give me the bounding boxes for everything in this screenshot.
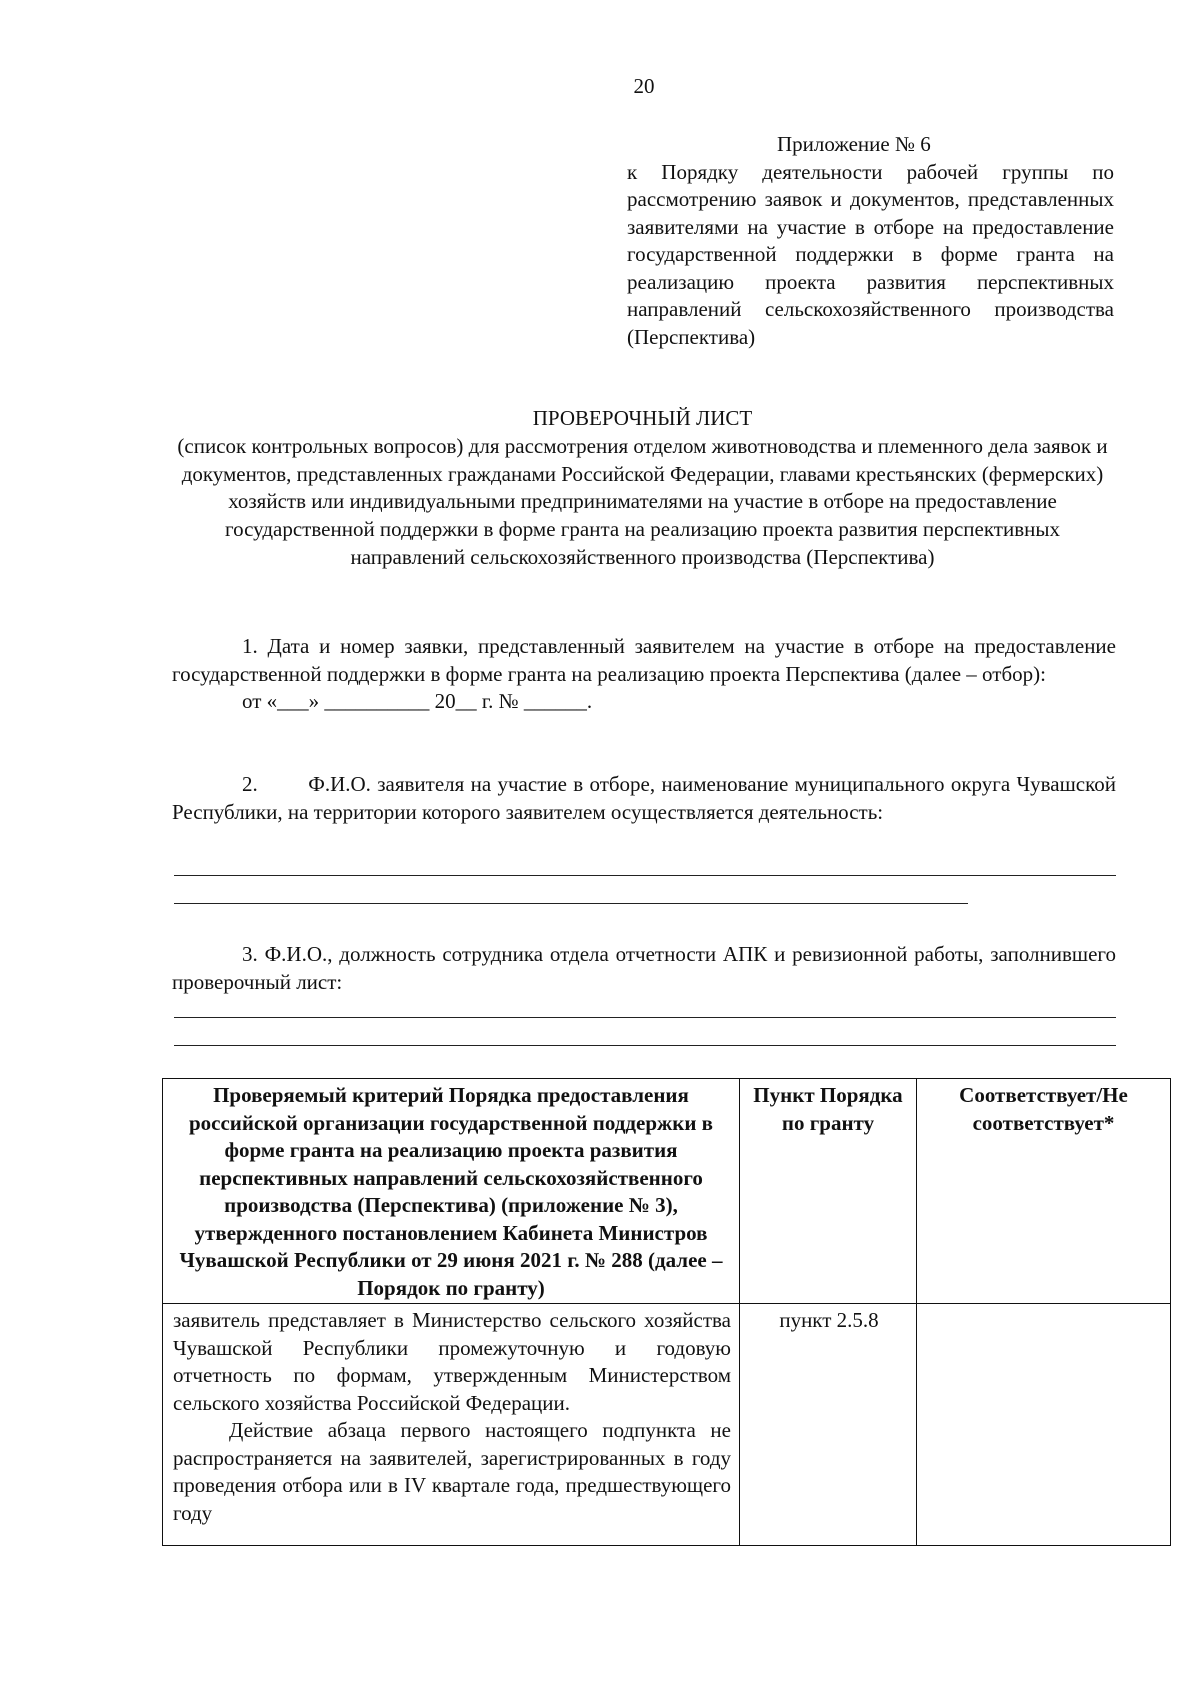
section-2-text: 2. Ф.И.О. заявителя на участие в отборе, наименование муниципального округа Чувашской Республики, на территории которого заявителем осуществляется деятельность: bbox=[172, 772, 1116, 824]
section-3-text: 3. Ф.И.О., должность сотрудника отдела отчетности АПК и ревизионной работы, заполнившего проверочный лист: bbox=[172, 942, 1116, 994]
section-1-date-line: от «___» __________ 20__ г. № ______. bbox=[242, 689, 593, 713]
table-row bbox=[163, 1304, 1171, 1546]
page-number: 20 bbox=[633, 74, 655, 98]
section-1 bbox=[172, 633, 1116, 716]
appendix-title: Приложение № 6 bbox=[777, 132, 931, 156]
criterion-cell bbox=[163, 1304, 740, 1546]
criterion-paragraph-2: Действие абзаца первого настоящего подпункта не распространяется на заявителей, зарегистрированных в году проведения отбора или в IV квартале года, предшествующего году bbox=[173, 1418, 731, 1525]
section-2 bbox=[172, 771, 1116, 826]
appendix-block bbox=[627, 131, 1114, 351]
employee-fill-line-1[interactable] bbox=[174, 1017, 1116, 1018]
criterion-paragraph-1: заявитель представляет в Министерство сельского хозяйства Чувашской Республики промежуточную и годовую отчетность по формам, утвержденным Министерством сельского хозяйства Российской Федерации. bbox=[173, 1308, 731, 1415]
criteria-table bbox=[162, 1078, 1171, 1546]
section-3 bbox=[172, 941, 1116, 996]
employee-fill-line-2[interactable] bbox=[174, 1045, 1116, 1046]
header-point: Пункт Порядка по гранту bbox=[740, 1079, 917, 1304]
applicant-fill-line-2[interactable] bbox=[174, 903, 968, 904]
point-cell: пункт 2.5.8 bbox=[740, 1304, 917, 1546]
table-header-row bbox=[163, 1079, 1171, 1304]
document-subtitle: (список контрольных вопросов) для рассмотрения отделом животноводства и племенного дела заявок и документов, представленных гражданами Российской Федерации, главами крестьянских (фермерских) хозяйств или индивидуальными предпринимателями на участие в отборе на предоставление государственной поддержки в форме гранта на реализацию проекта развития перспективных направлений сельскохозяйственного производства (Перспектива) bbox=[177, 433, 1108, 569]
header-compliance: Соответствует/Не соответствует* bbox=[917, 1079, 1171, 1304]
compliance-cell[interactable] bbox=[917, 1304, 1171, 1546]
section-1-text: 1. Дата и номер заявки, представленный заявителем на участие в отборе на предоставление государственной поддержки в форме гранта на реализацию проекта Перспектива (далее – отбор): bbox=[172, 634, 1116, 686]
header-criterion: Проверяемый критерий Порядка предоставления российской организации государственной поддержки в форме гранта на реализацию проекта развития перспективных направлений сельскохозяйственного производства (Перспектива) (приложение № 3), утвержденного постановлением Кабинета Министров Чувашской Республики от 29 июня 2021 г. № 288 (далее – Порядок по гранту) bbox=[163, 1079, 740, 1304]
appendix-text: к Порядку деятельности рабочей группы по рассмотрению заявок и документов, представленных заявителями на участие в отборе на предоставление государственной поддержки в форме гранта на реализацию проекта развития перспективных направлений сельскохозяйственного производства (Перспектива) bbox=[627, 159, 1114, 349]
document-heading bbox=[170, 405, 1115, 572]
document-title: ПРОВЕРОЧНЫЙ ЛИСТ bbox=[532, 406, 753, 430]
applicant-fill-line-1[interactable] bbox=[174, 875, 1116, 876]
